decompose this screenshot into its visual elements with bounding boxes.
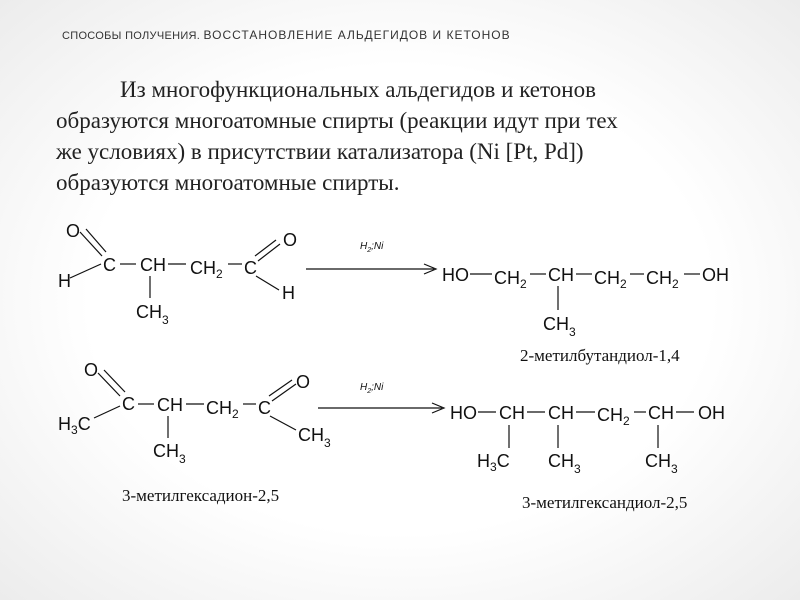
bond (258, 244, 280, 261)
atom-ch3-text: CH (153, 441, 179, 461)
cond-sub: 2 (367, 388, 372, 395)
atom-ch3-text: CH (298, 425, 324, 445)
atom-ch3 (153, 441, 186, 466)
atom-h3c (477, 451, 510, 474)
header-topic: ВОССТАНОВЛЕНИЕ АЛЬДЕГИДОВ И КЕТОНОВ (203, 28, 511, 42)
header-section: СПОСОБЫ ПОЛУЧЕНИЯ. (62, 30, 201, 42)
atom-ch2-text: CH (494, 268, 520, 288)
atom-ch2 (597, 405, 630, 428)
atom-o: O (66, 221, 81, 241)
atom-h3c-h: H (58, 414, 71, 434)
atom-ch: CH (648, 403, 674, 423)
subscript-3: 3 (179, 452, 186, 466)
bond (270, 416, 296, 430)
atom-oh: OH (698, 403, 725, 423)
atom-o: O (84, 360, 99, 380)
atom-h3c (58, 414, 91, 437)
reaction1-reactant (58, 221, 297, 327)
cond-main: H (360, 241, 368, 252)
atom-ch3 (136, 302, 169, 327)
subscript-2: 2 (216, 267, 223, 281)
atom-ch2-text: CH (594, 268, 620, 288)
atom-ho: HO (450, 403, 477, 423)
atom-c: C (103, 255, 116, 275)
bond (86, 229, 106, 252)
reaction2-condition (360, 382, 384, 395)
subscript-2: 2 (672, 277, 679, 291)
subscript-3: 3 (671, 462, 678, 476)
atom-ch: CH (548, 403, 574, 423)
reaction2-reactant (58, 360, 331, 466)
atom-ch: CH (157, 395, 183, 415)
cond-rest: ;Ni (371, 382, 384, 393)
cond-sub: 2 (367, 247, 372, 254)
bond (255, 240, 276, 256)
reaction2-product (450, 403, 725, 476)
reaction2-product-name: 3-метилгександиол-2,5 (522, 493, 688, 512)
bond (256, 276, 279, 290)
atom-ch3-text: CH (645, 451, 671, 471)
bond (104, 370, 125, 392)
atom-c: C (122, 394, 135, 414)
bond (269, 380, 292, 396)
atom-ch2 (494, 268, 527, 291)
atom-c: C (244, 258, 257, 278)
atom-o: O (283, 230, 298, 250)
atom-ch: CH (548, 265, 574, 285)
reaction2-reactant-name: 3-метилгексадион-2,5 (122, 486, 280, 505)
atom-ch2-text: CH (597, 405, 623, 425)
subscript-3: 3 (490, 460, 497, 474)
reaction2-arrow (318, 382, 444, 413)
atom-ch3 (645, 451, 678, 476)
subscript-3: 3 (574, 462, 581, 476)
cond-rest: ;Ni (371, 241, 384, 252)
atom-ch2 (646, 268, 679, 291)
reaction1-product (442, 265, 729, 339)
atom-ch3 (543, 314, 576, 339)
atom-ch2-text: CH (646, 268, 672, 288)
subscript-2: 2 (520, 277, 527, 291)
subscript-2: 2 (232, 407, 239, 421)
subscript-2: 2 (623, 414, 630, 428)
bond (272, 384, 296, 401)
atom-h3c-c: C (77, 414, 91, 434)
atom-ch3-text: CH (548, 451, 574, 471)
subscript-3: 3 (71, 423, 78, 437)
intro-line-2: образуются многоатомные спирты (реакции идут при тех (56, 108, 618, 133)
atom-h: H (58, 271, 71, 291)
atom-ch: CH (140, 255, 166, 275)
atom-oh: OH (702, 265, 729, 285)
subscript-3: 3 (162, 313, 169, 327)
subscript-3: 3 (569, 325, 576, 339)
subscript-3: 3 (324, 436, 331, 450)
atom-h: H (282, 283, 295, 303)
bond (98, 373, 120, 396)
atom-ch2 (206, 398, 239, 421)
atom-o: O (296, 372, 311, 392)
intro-line-3: же условиях) в присутствии катализатора (Ni [Pt, Pd]) (56, 139, 584, 164)
atom-ch: CH (499, 403, 525, 423)
atom-ch3 (548, 451, 581, 476)
atom-ch3-text: CH (136, 302, 162, 322)
bond (94, 406, 120, 418)
atom-ho: HO (442, 265, 469, 285)
reaction1-condition (360, 241, 384, 254)
intro-line-4: образуются многоатомные спирты. (56, 170, 400, 195)
subscript-2: 2 (620, 277, 627, 291)
atom-ch3-text: CH (543, 314, 569, 334)
atom-ch3 (298, 425, 331, 450)
atom-h3c-h: H (477, 451, 490, 471)
intro-line-1: Из многофункциональных альдегидов и кетонов (120, 77, 596, 102)
atom-ch2 (190, 258, 223, 281)
atom-ch2-text: CH (190, 258, 216, 278)
reaction1-arrow (306, 241, 436, 274)
bond (70, 264, 101, 278)
atom-h3c-c: C (496, 451, 510, 471)
atom-ch2 (594, 268, 627, 291)
cond-main: H (360, 382, 368, 393)
reaction1-product-name: 2-метилбутандиол-1,4 (520, 346, 680, 365)
atom-c: C (258, 398, 271, 418)
atom-ch2-text: CH (206, 398, 232, 418)
